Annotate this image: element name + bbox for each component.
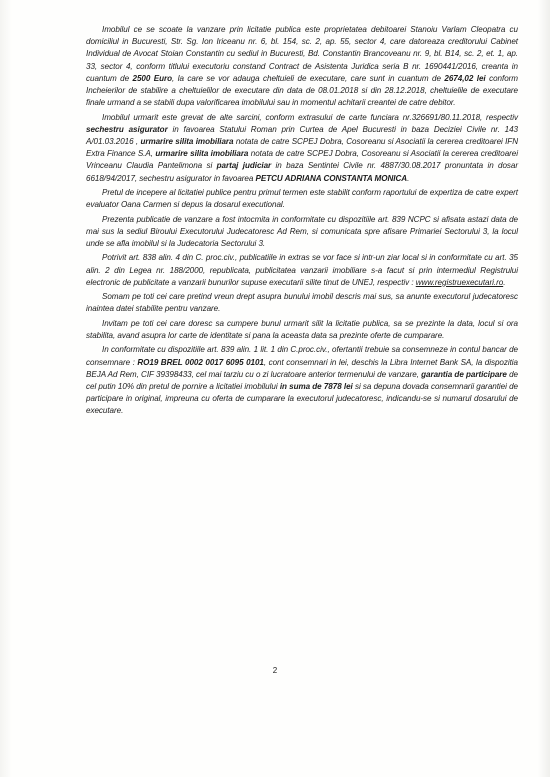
bold-term: garantia de participare (421, 369, 507, 379)
paragraph-publicity (86, 252, 518, 289)
debt-amount: 2500 Euro (132, 73, 173, 83)
text-segment: notata de catre SCPEJ Dobra, Cosoreanu si Asociatii la cererea creditoarei IFN Extra Finance S.A, (86, 137, 519, 159)
text-segment: . (407, 173, 410, 183)
bold-term: urmarire silita imobiliara (140, 137, 234, 147)
text-segment: , la care se vor adauga cheltuieli de executare, care sunt in cuantum de (172, 73, 445, 83)
guarantee-amount: in suma de 7878 lei (279, 382, 353, 391)
execution-costs-amount: 2674,02 lei (444, 73, 486, 83)
text-segment: conform Incheierilor de stabilire a cheltuielilor de executare din data de 08.01.2018 si din 28.12.2018, cheltuielile de executare finale urmand a se stabili dupa valorificarea imobilului sau in momentul achitarii creantei de catre debitor. (86, 73, 518, 108)
text-segment: de cel putin 10% din pretul de pornire a licitatiei imobilului (86, 369, 518, 391)
page-number: 2 (272, 666, 278, 675)
bold-term: sechestru asigurator (86, 124, 168, 134)
registry-link[interactable]: www.registruexecutari.ro (415, 277, 504, 287)
text-segment: in favoarea Statului Roman prin Curtea de Apel Bucuresti in baza Deciziei Civile nr. 143 A/01.03.2016 , (86, 124, 519, 147)
text-segment: In conformitate cu dispozitiile art. 839 alin. 1 lit. 1 din C.proc.civ., ofertantii trebuie sa consemneze in contul bancar de consemnare : (86, 345, 518, 367)
bold-term: partaj judiciar (216, 161, 272, 171)
text-segment: Imobilul urmarit este grevat de alte sarcini, conform extrasului de carte funciara nr.326691/80.11.2018, respectiv (102, 112, 518, 122)
text-segment: notata de catre SCPEJ Dobra, Cosoreanu si Asociatii la cererea creditoarei Vrinceanu Claudia Pantelimona si (86, 149, 519, 171)
paragraph-property-owner (86, 24, 518, 109)
bold-term: urmarire silita imobiliara (155, 149, 249, 159)
text-segment: . (503, 277, 506, 287)
text-segment: si sa depuna dovada consemnarii garantiei de participare in original, impreuna cu oferta de cumparare la executorul judecatoresc, indicandu-se si numarul dosarului de executare. (86, 382, 519, 416)
paragraph-invitation: Invitam pe toti cei care doresc sa cumpere bunul urmarit silit la licitatie publica, sa se prezinte la data, locul si ora stabilita, avand asupra lor carte de identitate si pana la aceasta data sa prezinte oferte de cumparare. (86, 318, 518, 340)
paragraph-publication-compliance: Prezenta publicatie de vanzare a fost intocmita in conformitate cu dispozitiile art. 839 NCPC si afisata astazi data de mai sus la sediul Biroului Executorului Judecatoresc Ad Rem, si comunicata spre afisare Primariei Sectorului 3, la locul unde se afla imobilul si la Judecatoria Sectorului 3. (86, 214, 518, 249)
paragraph-summons: Somam pe toti cei care pretind vreun drept asupra bunului imobil descris mai sus, sa anunte executorul judecatoresc inaintea datei stabilite pentru vanzare. (86, 292, 518, 314)
text-segment: Potrivit art. 838 alin. 4 din C. proc.civ., publicatiile in extras se vor face si intr-un ziar local si in conformitate cu art. 35 alin. 2 din Legea nr. 188/2000, republicata, publicitatea vanzarii imobiliare s-a facut si prin intermediul Registrului electronic de publicitate a vanzarii bunurilor supuse executarii silite tinut de UNEJ, respectiv : (86, 253, 518, 287)
paragraph-starting-price: Pretul de incepere al licitatiei publice pentru primul termen este stabilit conform raportului de expertiza de catre expert evaluator Oana Carmen si depus la dosarul executional. (86, 188, 518, 210)
document-body (86, 24, 518, 420)
paragraph-participation-guarantee (86, 344, 518, 417)
bank-account-iban: RO19 BREL 0002 0017 6095 0101 (137, 357, 264, 367)
beneficiary-name: PETCU ADRIANA CONSTANTA MONICA (255, 173, 408, 183)
text-segment: Imobilul ce se scoate la vanzare prin licitatie publica este proprietatea debitoarei Stanoiu Varlam Cleopatra cu domiciliul in Bucuresti, Str. Sg. Ion Iriceanu nr. 6, bl. 154, sc. 2, ap. 55, sector 4, care datoreaza creditorului Cabinet Individual de Avocat Stoian Constantin cu sediul in Bucuresti, Bd. Constantin Brancoveanu nr. 9, bl. B14, sc. 2, et. 1, ap. 33, sector 4, conform titlului executoriu constand Contract de Asistenta Juridica seria B nr. 1690441/2016, creanta in cuantum de (86, 25, 518, 83)
text-segment: in baza Sentintei Civile nr. 4887/30.08.2017 pronuntata in dosar 6618/94/2017, sechestru asigurator in favoarea (86, 161, 519, 183)
paragraph-encumbrances (86, 112, 518, 185)
text-segment: , cont consemnari in lei, deschis la Libra Internet Bank SA, la dispozitia BEJA Ad Rem, CIF 39398433, cel mai tarziu cu o zi lucratoare anterior termenului de vanzare, (86, 357, 518, 379)
